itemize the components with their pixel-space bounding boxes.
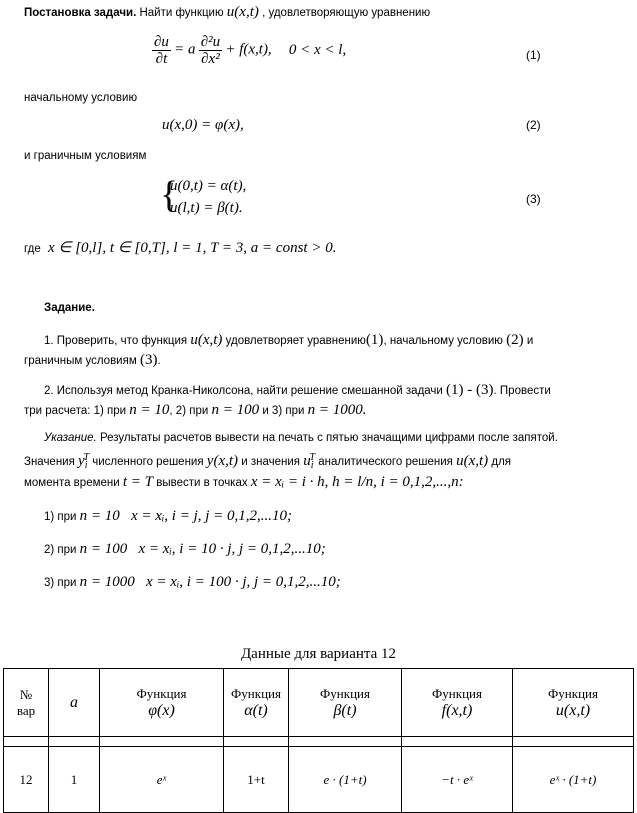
eq1-eq-a: = a	[174, 41, 196, 58]
hint2-e: для	[491, 455, 512, 468]
header-cell-u	[513, 669, 634, 737]
problem-heading: Постановка задачи.	[24, 7, 137, 19]
item2-line2-a: три расчета: 1) при	[24, 405, 127, 417]
item2-line2-b: , 2) при	[169, 405, 209, 417]
hint-label: Указание.	[44, 432, 97, 444]
item2-n3: n = 1000.	[307, 402, 367, 418]
problem-intro-line	[24, 4, 430, 21]
task-item-2-line-2	[24, 402, 366, 419]
hint-text: Результаты расчетов вывести на печать с пятью значащими цифрами после запятой.	[99, 432, 558, 444]
table-header-row	[4, 669, 634, 737]
header-top: Функция	[231, 685, 281, 701]
eq1-label: (1)	[526, 48, 541, 62]
equation-2: u(x,0) = φ(x),	[162, 117, 244, 133]
cell-a: 1	[49, 747, 100, 813]
equation-1	[152, 34, 346, 67]
problem-intro-tail: , удовлетворяющую уравнению	[262, 7, 431, 19]
hint2-u-sub: i	[310, 460, 314, 472]
initial-label: начальному условию	[24, 92, 138, 104]
table-spacer-row	[4, 737, 634, 747]
where-math: x ∈ [0,l], t ∈ [0,T], l = 1, T = 3, a = const > 0.	[48, 240, 337, 256]
case1-a: 1) при	[44, 511, 77, 523]
header-top: Функция	[320, 685, 370, 701]
item1-text-a: 1. Проверить, что функция	[44, 335, 188, 347]
hint2-u-sup: T	[309, 452, 316, 463]
hint-line-3	[24, 474, 464, 491]
cell-variant: 12	[4, 747, 49, 813]
task-item-1-line-1	[44, 332, 533, 349]
case1-math: x = xᵢ, i = j, j = 0,1,2,...10;	[131, 508, 293, 524]
case3-n: n = 1000	[79, 574, 135, 590]
header-cell-beta	[289, 669, 402, 737]
hint3-math: x = xᵢ = i · h, h = l/n, i = 0,1,2,...,n:	[250, 474, 464, 490]
item2-ref: (1) - (3)	[446, 382, 494, 398]
eq1-rhs-num: ∂²u	[200, 34, 221, 50]
where-line	[24, 238, 336, 257]
item2-n2: n = 100	[211, 402, 260, 418]
item1-text-c: , начальному условию	[383, 335, 503, 347]
case3-a: 3) при	[44, 577, 77, 589]
hint2-a: Значения	[24, 455, 75, 468]
header-bottom: f(x,t)	[441, 701, 473, 719]
item2-line2-c: и 3) при	[262, 405, 305, 417]
variant-table	[3, 668, 634, 813]
hint2-ux: u(x,t)	[456, 452, 489, 469]
header-cell-alpha	[224, 669, 289, 737]
item1-text-d: и	[526, 335, 534, 347]
item1-ref2: (2)	[506, 332, 524, 348]
header-cell-f	[402, 669, 513, 737]
header-bottom: u(x,t)	[555, 701, 591, 719]
hint2-yx: y(x,t)	[206, 452, 239, 469]
item1-text-b: удовлетворяет уравнению	[225, 335, 366, 347]
case2-a: 2) при	[44, 544, 77, 556]
header-top: Функция	[548, 685, 598, 701]
cell-u: eˣ · (1+t)	[513, 747, 634, 813]
case1-n: n = 10	[79, 508, 120, 524]
hint2-c: и значения	[241, 455, 301, 468]
cell-alpha: 1+t	[224, 747, 289, 813]
task-item-1-line-2	[24, 352, 161, 369]
equation-3-line-2: u(l,t) = β(t).	[170, 200, 243, 216]
item2-text-a: 2. Используя метод Кранка-Николсона, найти решение смешанной задачи	[44, 385, 443, 397]
header-cell-phi	[100, 669, 224, 737]
case2-math: x = xᵢ, i = 10 · j, j = 0,1,2,...10;	[138, 541, 326, 557]
problem-func: u(x,t)	[226, 4, 259, 20]
item1-func: u(x,t)	[190, 332, 223, 348]
problem-intro: Найти функцию	[139, 7, 224, 19]
equation-3-line-1: u(0,t) = α(t),	[170, 178, 247, 194]
task-heading: Задание.	[44, 302, 95, 314]
case2-n: n = 100	[79, 541, 128, 557]
system-brace: {	[160, 174, 179, 216]
hint3-t: t = T	[122, 474, 154, 490]
hint2-y-sub: i	[84, 460, 88, 472]
hint-line-1	[44, 432, 558, 444]
eq1-lhs-num: ∂u	[154, 34, 169, 50]
case3-math: x = xᵢ, i = 100 · j, j = 0,1,2,...10;	[146, 574, 341, 590]
eq2-label: (2)	[526, 118, 541, 132]
header-bottom: вар	[16, 702, 36, 718]
header-top: №	[19, 686, 33, 702]
hint2-b: численного решения	[92, 455, 204, 468]
eq1-rest: + f(x,t),	[225, 41, 272, 58]
item1-line2: граничным условиям	[24, 355, 137, 367]
cell-phi: eˣ	[100, 747, 224, 813]
hint2-u: u	[303, 452, 311, 469]
header-top: Функция	[136, 685, 187, 701]
eq1-rhs-den: ∂x²	[201, 51, 220, 67]
hint3-b: вывести в точках	[156, 477, 248, 489]
header-top: Функция	[432, 685, 482, 701]
boundary-label: и граничным условиям	[24, 150, 147, 162]
header-bottom: β(t)	[333, 701, 357, 719]
eq3-label: (3)	[526, 192, 541, 206]
task-item-2-line-1	[44, 382, 551, 399]
header-cell-number	[4, 669, 49, 737]
item1-ref3: (3)	[139, 352, 158, 368]
hint-line-2	[24, 452, 511, 471]
header-bottom: a	[70, 693, 78, 711]
item1-ref1: (1)	[365, 332, 384, 348]
case-1	[44, 508, 292, 525]
header-bottom: φ(x)	[148, 701, 175, 719]
case-3	[44, 574, 341, 591]
eq1-lhs-den: ∂t	[155, 51, 168, 67]
header-cell-a	[49, 669, 100, 737]
eq1-domain: 0 < x < l,	[288, 41, 347, 58]
table-row	[4, 747, 634, 813]
hint2-y: y	[78, 452, 85, 469]
item2-text-b: . Провести	[493, 385, 551, 397]
hint3-a: момента времени	[24, 477, 120, 489]
cell-f: −t · eˣ	[402, 747, 513, 813]
item2-n1: n = 10	[129, 402, 170, 418]
hint2-d: аналитического решения	[318, 455, 453, 468]
cell-beta: e · (1+t)	[289, 747, 402, 813]
hint2-y-sup: T	[83, 452, 90, 463]
where-word: где	[24, 243, 41, 255]
header-bottom: α(t)	[244, 701, 268, 719]
variant-title: Данные для варианта 12	[240, 646, 397, 662]
case-2	[44, 541, 326, 558]
item1-end: .	[157, 355, 161, 367]
